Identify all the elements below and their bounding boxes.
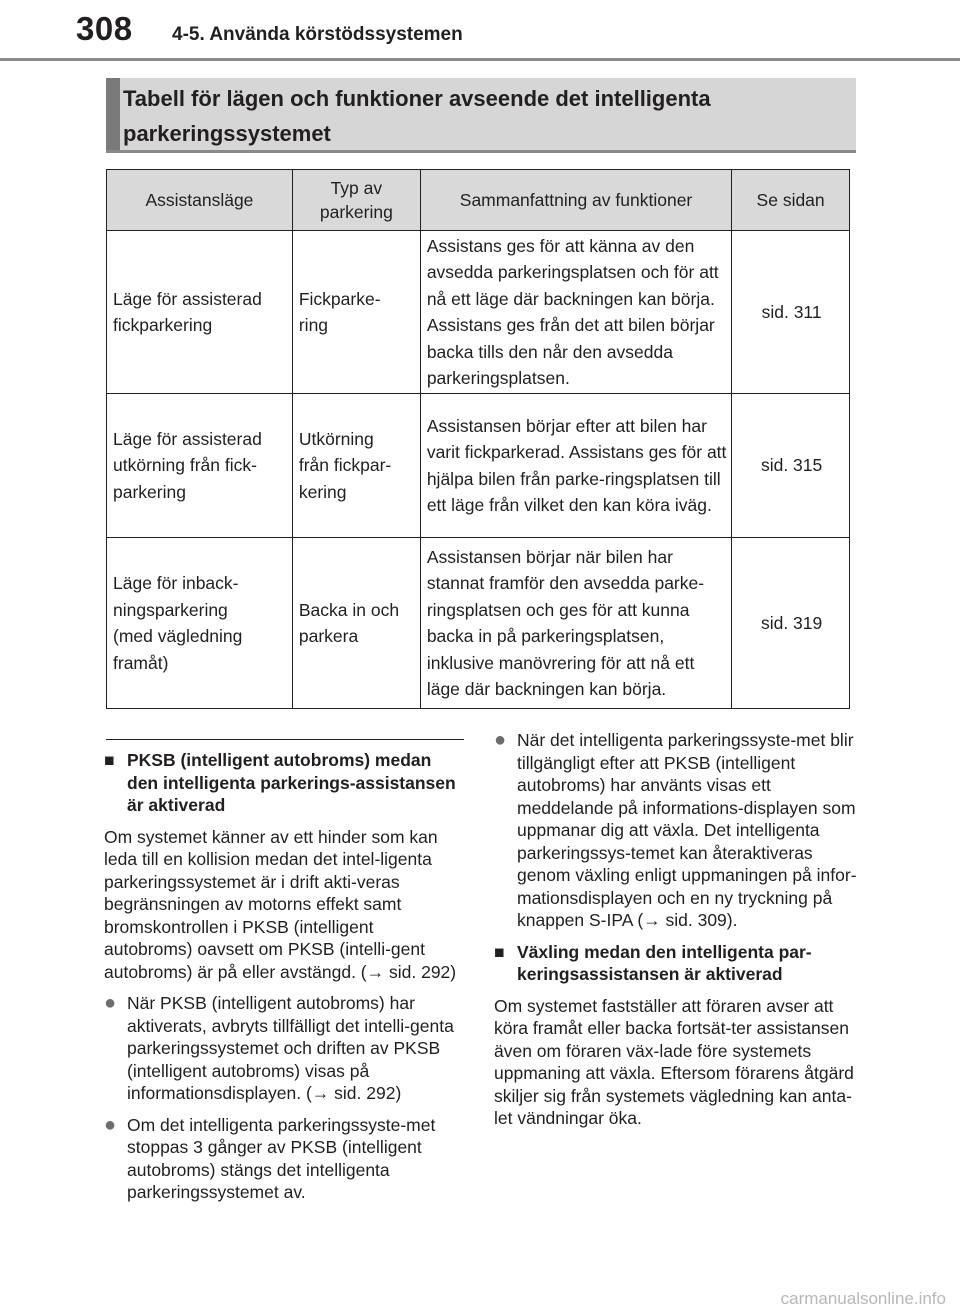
list-item-text: När det intelligenta parkeringssyste-met blir tillgängligt efter att PKSB (intelligent autobroms) har använts visas ett meddelande på informations-displayen som uppmanar dig att växla. Det intelligenta parkeringssys-temet kan återaktiveras genom växling enligt uppmaningen på infor-mationsdisplayen och en ny tryckning på knappen S-IPA (→ sid. 309). xyxy=(517,730,857,930)
cell-page-ref: sid. 315 xyxy=(732,394,850,538)
cell-summary: Assistans ges för att känna av den avsedda parkeringsplatsen och för att nå ett läge där backningen kan börja. Assistans ges från det att bilen börjar backa tills den når den avsedda parkeringsplatsen. xyxy=(420,231,731,394)
pksb-paragraph: Om systemet känner av ett hinder som kan leda till en kollision medan det intel-ligenta parkeringssystemet är i drift akti-veras begränsningen av motorns effekt samt bromskontrollen i PKSB (intelligent autobroms) oavsett om PKSB (intelli-gent autobroms) är på eller avstängd. (→ sid. 292) xyxy=(104,826,457,982)
cell-type: Utkörning från fickpar-kering xyxy=(292,394,420,538)
header-divider xyxy=(0,58,960,61)
functions-table xyxy=(106,169,850,709)
right-column xyxy=(494,729,858,1139)
watermark: carmanualsonline.info xyxy=(780,1289,946,1308)
cell-type: Backa in och parkera xyxy=(292,538,420,709)
round-bullet-icon: ● xyxy=(104,992,117,1014)
table-row xyxy=(107,538,850,709)
header-mode: Assistansläge xyxy=(107,170,293,231)
cell-summary: Assistansen börjar efter att bilen har varit fickparkerad. Assistans ges för att hjälpa bilen från parke-ringsplatsen till ett läge från vilket den kan köra iväg. xyxy=(420,394,731,538)
pksb-heading xyxy=(104,749,466,817)
list-item-text: Om det intelligenta parkeringssyste-met stoppas 3 gånger av PKSB (intelligent autobroms) stängs det intelligenta parkeringssystemet av. xyxy=(127,1114,436,1202)
square-bullet-icon: ■ xyxy=(494,941,505,962)
table-header-row xyxy=(107,170,850,231)
section-title: Tabell för lägen och funktioner avseende det intelligenta parkeringssystemet xyxy=(123,86,711,146)
cell-mode: Läge för assisterad fickparkering xyxy=(107,231,293,394)
shift-paragraph: Om systemet fastställer att föraren avser att köra framåt eller backa fortsät-ter assistansen även om föraren väx-lade före systemets uppmaning att växla. Eftersom förarens åtgärd skiljer sig från systemets vägledning kan anta-let vändningar öka. xyxy=(494,995,854,1128)
pksb-heading-text: PKSB (intelligent autobroms) medan den intelligenta parkerings-assistansen är aktiverad xyxy=(127,750,456,815)
header-type: Typ av parkering xyxy=(292,170,420,231)
column-divider xyxy=(106,739,464,740)
square-bullet-icon: ■ xyxy=(104,750,115,770)
page-header xyxy=(0,0,960,62)
page-number: 308 xyxy=(76,10,133,47)
cell-type: Fickparke-ring xyxy=(292,231,420,394)
chapter-title: 4-5. Använda körstödssystemen xyxy=(172,24,463,45)
list-item xyxy=(104,1114,466,1204)
list-item xyxy=(494,729,858,932)
header-summary: Sammanfattning av funktioner xyxy=(420,170,731,231)
cell-summary: Assistansen börjar när bilen har stannat framför den avsedda parke-ringsplatsen och ges för att kunna backa in på parkeringsplatsen, inklusive manövrering för att nå ett läge där backningen kan börja. xyxy=(420,538,731,709)
shift-heading xyxy=(494,941,858,986)
cell-page-ref: sid. 311 xyxy=(732,231,850,394)
table-row xyxy=(107,231,850,394)
cell-mode: Läge för assisterad utkörning från fick-parkering xyxy=(107,394,293,538)
table-row xyxy=(107,394,850,538)
left-column xyxy=(104,749,466,1213)
cell-page-ref: sid. 319 xyxy=(732,538,850,709)
section-heading-accent xyxy=(106,78,120,152)
round-bullet-icon: ● xyxy=(494,729,507,751)
header-page: Se sidan xyxy=(732,170,850,231)
round-bullet-icon: ● xyxy=(104,1113,117,1136)
list-item-text: När PKSB (intelligent autobroms) har aktiverats, avbryts tillfälligt det intelli-genta parkeringssystemet och driften av PKSB (intelligent autobroms) visas på informationsdisplayen. (→ sid. 292) xyxy=(127,993,454,1103)
list-item xyxy=(104,992,466,1105)
cell-mode: Läge för inback-ningsparkering (med vägledning framåt) xyxy=(107,538,293,709)
shift-heading-text: Växling medan den intelligenta par-keringsassistansen är aktiverad xyxy=(517,941,812,984)
